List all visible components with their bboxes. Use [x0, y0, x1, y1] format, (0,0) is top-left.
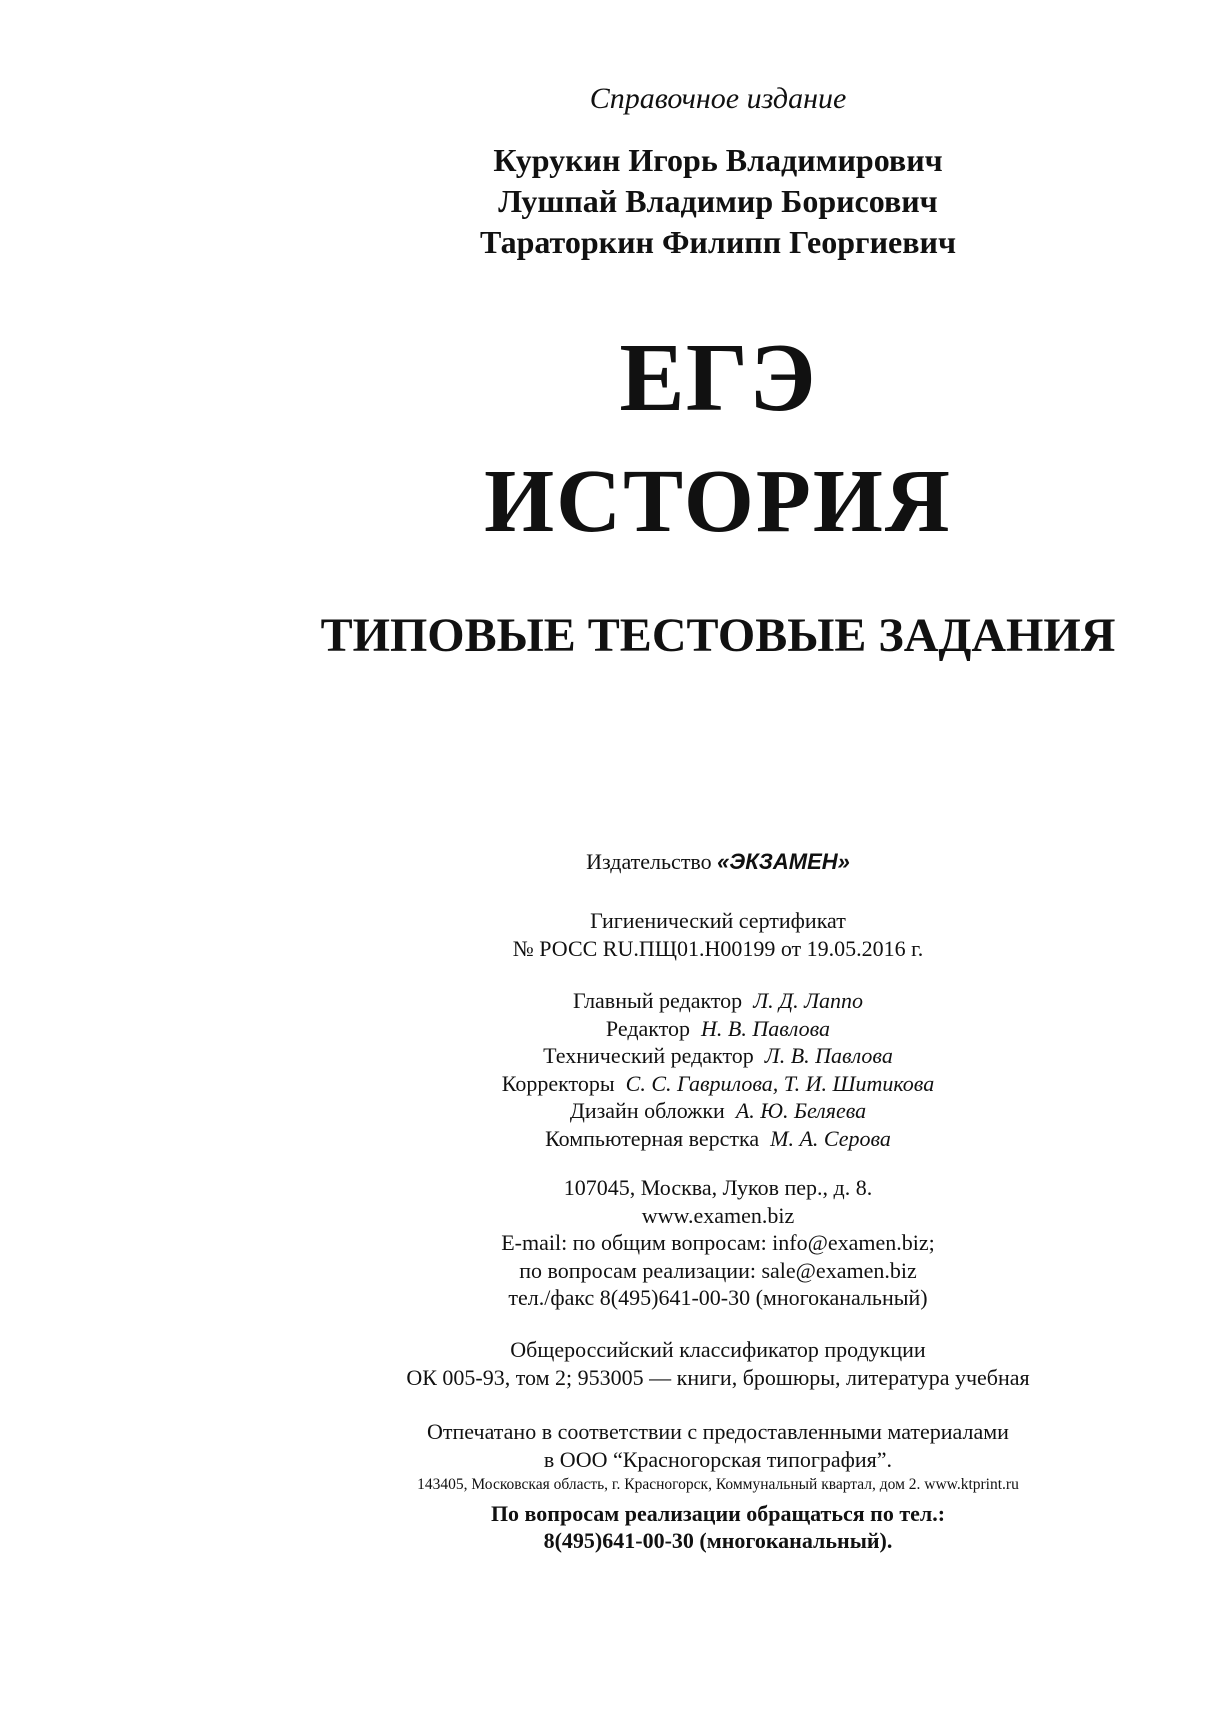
classifier-block: [110, 1336, 1216, 1391]
staff-person: С. С. Гаврилова, Т. И. Шитикова: [625, 1070, 935, 1096]
classifier-code: ОК 005-93, том 2; 953005 — книги, брошюры, литература учебная: [406, 1364, 1030, 1390]
staff-person: М. А. Серова: [770, 1125, 891, 1151]
staff-person: Л. Д. Лаппо: [753, 988, 863, 1013]
certificate-title: Гигиенический сертификат: [590, 908, 846, 933]
edition-type: Справочное издание: [589, 82, 847, 115]
author-name: Лушпай Владимир Борисович: [498, 183, 938, 219]
publisher-label: Издательство: [586, 849, 712, 874]
staff-role: Технический редактор: [543, 1043, 754, 1068]
staff-role: Редактор: [605, 1015, 691, 1041]
address-block: [110, 1174, 1216, 1312]
certificate-block: [110, 907, 1216, 962]
staff-block: [110, 987, 1216, 1152]
classifier-title: Общероссийский классификатор продукции: [510, 1337, 926, 1362]
staff-person: Л. В. Павлова: [764, 1043, 893, 1068]
printing-note: Отпечатано в соответствии с предоставленными материалами: [427, 1419, 1009, 1444]
website: www.examen.biz: [641, 1202, 795, 1228]
staff-role: Компьютерная верстка: [545, 1125, 760, 1151]
staff-role: Главный редактор: [573, 988, 743, 1013]
staff-person: Н. В. Павлова: [701, 1015, 831, 1041]
staff-line: [110, 1070, 1216, 1098]
staff-role: Дизайн обложки: [569, 1098, 725, 1123]
staff-role: Корректоры: [501, 1070, 615, 1096]
email-sales: по вопросам реализации: sale@examen.biz: [519, 1257, 917, 1283]
email-general: E-mail: по общим вопросам: info@examen.biz;: [501, 1230, 935, 1255]
author-name: Курукин Игорь Владимирович: [493, 142, 943, 178]
staff-line: [110, 1042, 1216, 1070]
sales-contact-phone: 8(495)641-00-30 (многоканальный).: [543, 1528, 893, 1553]
printing-house: в ООО “Красногорская типография”.: [543, 1446, 893, 1472]
staff-line: [110, 1125, 1216, 1153]
staff-line: [110, 987, 1216, 1015]
sales-contact-label: По вопросам реализации обращаться по тел.:: [490, 1501, 946, 1526]
staff-line: [110, 1097, 1216, 1125]
book-subtitle: ТИПОВЫЕ ТЕСТОВЫЕ ЗАДАНИЯ: [320, 609, 1116, 662]
postal-address: 107045, Москва, Луков пер., д. 8.: [563, 1175, 873, 1200]
publisher-name: «ЭКЗАМЕН»: [717, 849, 850, 874]
sales-contact-block: [110, 1500, 1216, 1554]
staff-line: [110, 1015, 1216, 1043]
book-title-exam: ЕГЭ: [619, 324, 817, 432]
publisher-line: [110, 848, 1216, 876]
printing-block: [110, 1418, 1216, 1497]
phone-fax: тел./факс 8(495)641-00-30 (многоканальный): [508, 1285, 928, 1310]
printing-address: 143405, Московская область, г. Красногорск, Коммунальный квартал, дом 2. www.ktprint.ru: [417, 1476, 1019, 1493]
certificate-number: № РОСС RU.ПЩ01.Н00199 от 19.05.2016 г.: [512, 935, 924, 961]
book-title-subject: ИСТОРИЯ: [484, 452, 952, 551]
staff-person: А. Ю. Беляева: [735, 1098, 867, 1123]
author-name: Тараторкин Филипп Георгиевич: [480, 224, 956, 260]
authors-block: [110, 140, 1216, 263]
